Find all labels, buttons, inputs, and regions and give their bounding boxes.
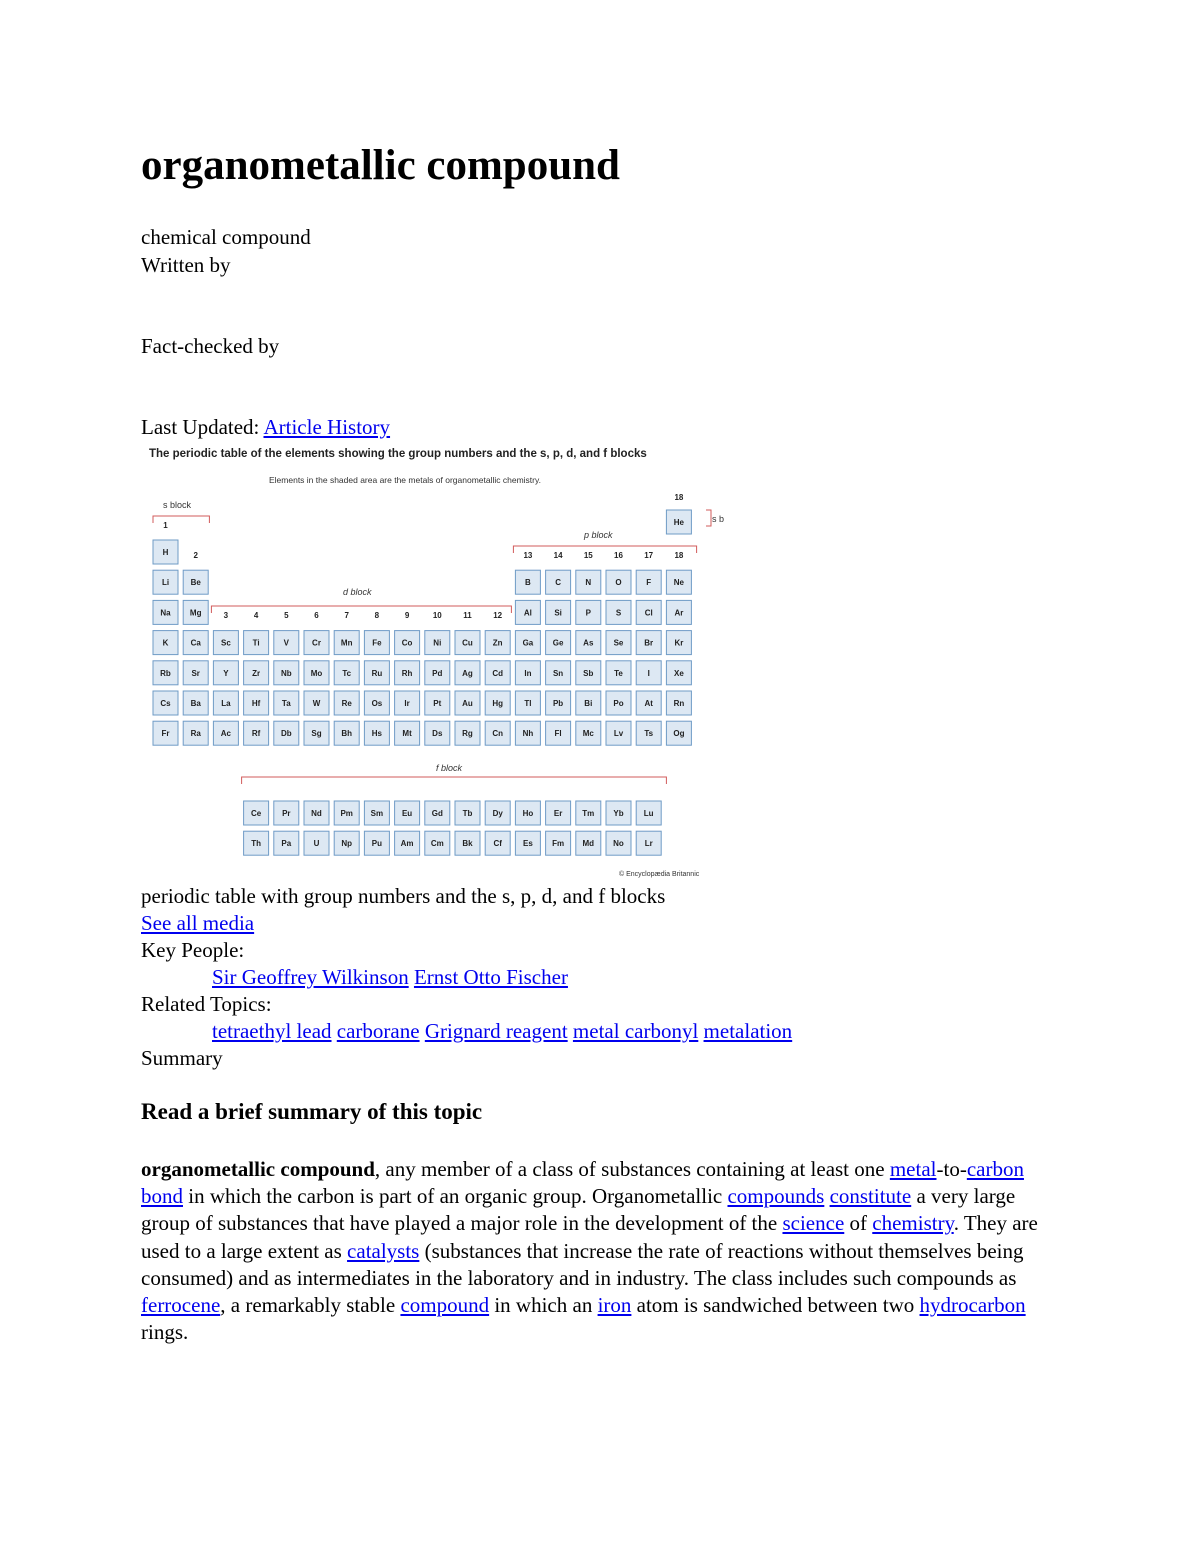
element-symbol: Sg — [311, 729, 322, 739]
element-symbol: Sb — [583, 668, 594, 678]
element-symbol: Cd — [492, 668, 504, 678]
group-number: 4 — [253, 611, 259, 620]
element-symbol: Ni — [433, 638, 442, 648]
element-symbol: Fe — [372, 638, 382, 648]
element-symbol: Po — [613, 699, 624, 708]
element-symbol: U — [313, 839, 320, 849]
element-symbol: Rh — [401, 668, 413, 678]
element-symbol: Tb — [462, 809, 473, 818]
element-symbol: Lv — [613, 729, 624, 739]
link-metal[interactable]: metal — [889, 1157, 937, 1181]
element-symbol: Lu — [643, 809, 654, 818]
related-topic-link[interactable]: metal carbonyl — [572, 1019, 699, 1043]
element-symbol: Sm — [370, 809, 384, 818]
he-side-label: s b — [712, 514, 725, 524]
element-symbol: Nd — [311, 809, 322, 818]
figure-caption: periodic table with group numbers and the s, p, d, and f blocks — [141, 884, 666, 908]
element-symbol: Bk — [462, 839, 473, 849]
text-run: -to- — [936, 1157, 967, 1181]
element-symbol: Pb — [552, 699, 564, 708]
element-symbol: O — [615, 578, 622, 588]
element-symbol: W — [312, 699, 321, 708]
element-symbol: Sc — [221, 638, 231, 648]
element-symbol: Nb — [280, 668, 292, 678]
element-symbol: Ac — [220, 729, 232, 739]
group-number: 13 — [523, 551, 533, 560]
link-chemistry[interactable]: chemistry — [872, 1211, 954, 1236]
element-symbol: K — [162, 638, 169, 648]
element-symbol: F — [646, 578, 652, 588]
element-symbol: Te — [614, 668, 623, 678]
group-number: 11 — [463, 611, 472, 620]
element-symbol: Ra — [190, 729, 201, 739]
element-symbol: Se — [613, 638, 624, 648]
element-symbol: Hf — [251, 699, 261, 708]
related-topic-link[interactable]: metalation — [703, 1019, 793, 1043]
element-symbol: He — [673, 518, 685, 527]
element-symbol: S — [615, 608, 622, 618]
link-ferrocene[interactable]: ferrocene — [141, 1293, 221, 1318]
element-symbol: Es — [523, 839, 533, 849]
term-bold: organometallic compound — [141, 1157, 375, 1181]
element-symbol: Fm — [552, 839, 565, 849]
group-number: 8 — [374, 611, 380, 620]
link-carbon[interactable]: carbon — [966, 1157, 1024, 1181]
element-symbol: Cn — [492, 729, 504, 739]
related-topic-link[interactable]: tetraethyl lead — [212, 1019, 332, 1043]
link-compound[interactable]: compound — [400, 1293, 490, 1318]
element-symbol: Mt — [402, 729, 412, 739]
group-number: 15 — [583, 551, 593, 560]
element-symbol: Cs — [160, 699, 171, 708]
element-symbol: Hs — [371, 729, 383, 739]
f-block-label: f block — [436, 763, 463, 773]
element-symbol: Gd — [431, 809, 443, 818]
element-symbol: Hg — [492, 699, 504, 708]
figure-note: Elements in the shaded area are the metals of organometallic chemistry. — [269, 475, 541, 485]
periodic-table-figure — [141, 440, 741, 880]
element-symbol: Tm — [582, 809, 595, 818]
element-symbol: As — [583, 638, 594, 648]
element-symbol: Ca — [190, 638, 201, 648]
element-symbol: Tc — [342, 668, 352, 678]
element-symbol: Ba — [190, 699, 201, 708]
text-run: . They are used to a large extent as — [141, 1211, 1038, 1263]
element-symbol: Mn — [340, 638, 353, 648]
key-person-link[interactable]: Sir Geoffrey Wilkinson — [212, 965, 409, 989]
element-symbol: Br — [644, 638, 654, 648]
element-symbol: Nh — [522, 729, 534, 739]
element-symbol: P — [585, 608, 591, 618]
group-number: 7 — [344, 611, 349, 620]
see-all-media-link[interactable]: See all media — [141, 911, 255, 935]
element-symbol: Rn — [673, 699, 685, 708]
element-symbol: Ts — [644, 729, 654, 739]
last-updated-line — [141, 415, 390, 440]
element-symbol: H — [162, 548, 169, 557]
link-iron[interactable]: iron — [597, 1293, 632, 1318]
article-history-link[interactable]: Article History — [263, 415, 391, 439]
group-number: 1 — [163, 521, 168, 530]
element-symbol: Ir — [404, 699, 410, 708]
element-symbol: Ar — [674, 608, 684, 618]
element-symbol: Dy — [492, 809, 503, 818]
element-symbol: Rb — [160, 668, 171, 678]
link-constitute[interactable]: constitute — [829, 1184, 912, 1209]
element-symbol: Zr — [252, 668, 261, 678]
element-symbol: Pu — [371, 839, 383, 849]
element-symbol: Ce — [250, 809, 262, 818]
element-symbol: Cm — [430, 839, 444, 849]
element-symbol: Ga — [522, 638, 534, 648]
element-symbol: Rg — [462, 729, 473, 739]
element-symbol: La — [221, 699, 231, 708]
group-number: 3 — [223, 611, 229, 620]
element-symbol: Mc — [582, 729, 594, 739]
element-symbol: Cf — [493, 839, 502, 849]
element-symbol: Ta — [281, 699, 291, 708]
element-symbol: B — [525, 578, 531, 588]
element-symbol: Ne — [673, 578, 685, 588]
element-symbol: Cu — [462, 638, 473, 648]
group-number: 5 — [284, 611, 289, 620]
p-block-label: p block — [584, 530, 613, 540]
element-symbol: Db — [280, 729, 292, 739]
element-symbol: Co — [401, 638, 413, 648]
element-symbol: Pt — [433, 699, 442, 708]
figure-credit: © Encyclopædia Britannic — [619, 871, 700, 878]
block-bracket — [706, 510, 711, 526]
group-number: 10 — [432, 611, 442, 620]
element-symbol: Au — [462, 699, 473, 708]
element-symbol: C — [555, 578, 561, 588]
text-run: , any member of a class of substances containing at least one — [374, 1157, 890, 1181]
element-symbol: Sr — [191, 668, 200, 678]
element-symbol: At — [644, 699, 653, 708]
element-symbol: Re — [341, 699, 352, 708]
group-number: 9 — [404, 611, 410, 620]
element-symbol: No — [613, 839, 624, 849]
element-symbol: Pm — [340, 809, 353, 818]
related-topics-list — [212, 1019, 792, 1044]
subtitle: chemical compound — [141, 225, 311, 249]
summary-label: Summary — [141, 1046, 223, 1070]
element-symbol: V — [283, 638, 289, 648]
key-people-label: Key People: — [141, 938, 245, 962]
element-symbol: In — [524, 668, 532, 678]
element-symbol: Am — [400, 839, 414, 849]
block-bracket — [242, 777, 667, 784]
element-symbol: Bh — [341, 729, 353, 739]
article-paragraph — [141, 1156, 1061, 1346]
group-number: 6 — [314, 611, 319, 620]
element-symbol: Xe — [674, 668, 684, 678]
element-symbol: Zn — [492, 638, 503, 648]
related-topics-label: Related Topics: — [141, 992, 272, 1016]
element-symbol: Li — [161, 578, 170, 588]
element-symbol: Ds — [432, 729, 443, 739]
element-symbol: Fr — [161, 729, 170, 739]
element-symbol: Ti — [252, 638, 260, 648]
element-symbol: Og — [673, 729, 685, 739]
block-bracket — [153, 516, 209, 523]
group-number: 14 — [553, 551, 563, 560]
last-updated-label: Last Updated: — [141, 415, 264, 439]
element-symbol: Rf — [251, 729, 261, 739]
d-block-label: d block — [343, 587, 372, 597]
group-number: 2 — [193, 551, 198, 560]
element-symbol: Y — [223, 668, 229, 678]
element-symbol: Cl — [644, 608, 653, 618]
element-symbol: Th — [251, 839, 261, 849]
block-bracket — [513, 546, 696, 553]
text-run: , a remarkably stable — [220, 1293, 401, 1318]
text-run: rings. — [141, 1320, 189, 1345]
fact-checked-label: Fact-checked by — [141, 334, 280, 358]
element-symbol: Ag — [462, 668, 473, 678]
s-block-label: s block — [163, 500, 192, 510]
link-bond[interactable]: bond — [141, 1184, 183, 1209]
group-number: 16 — [614, 551, 623, 560]
group-number: 12 — [493, 611, 503, 620]
key-person-link[interactable]: Ernst Otto Fischer — [413, 965, 568, 989]
element-symbol: Ru — [371, 668, 383, 678]
element-symbol: Al — [523, 608, 532, 618]
group-number: 18 — [674, 493, 684, 502]
element-symbol: Kr — [674, 638, 684, 648]
element-symbol: Pd — [432, 668, 443, 678]
element-symbol: Cr — [312, 638, 321, 648]
element-symbol: Eu — [401, 809, 413, 818]
link-compounds[interactable]: compounds — [727, 1184, 825, 1209]
link-science[interactable]: science — [782, 1211, 845, 1236]
text-run: of — [844, 1211, 873, 1236]
element-symbol: Yb — [613, 809, 624, 818]
element-symbol: Er — [553, 809, 563, 818]
element-symbol: Mo — [310, 668, 323, 678]
text-run: (substances that increase the rate of reactions without themselves being consumed) and as intermediates in the laboratory and in industry. The class includes such compounds as — [141, 1238, 1024, 1290]
element-symbol: Md — [582, 839, 595, 849]
element-symbol: Os — [371, 699, 383, 708]
text-run: in which the carbon is part of an organic group. Organometallic — [183, 1184, 728, 1209]
related-topic-link[interactable]: carborane — [336, 1019, 420, 1043]
text-run: in which an — [489, 1293, 598, 1318]
link-catalysts[interactable]: catalysts — [347, 1238, 420, 1263]
table-cells — [153, 493, 711, 855]
link-hydrocarbon[interactable]: hydrocarbon — [919, 1293, 1026, 1318]
element-symbol: Mg — [189, 608, 202, 618]
element-symbol: Pa — [281, 839, 292, 849]
text-run: a very large group of substances that have played a major role in the development of the — [141, 1184, 1016, 1236]
key-people-list — [212, 965, 568, 990]
figure-heading: The periodic table of the elements showing the group numbers and the s, p, d, and f blocks — [149, 448, 647, 460]
related-topic-link[interactable]: Grignard reagent — [424, 1019, 568, 1043]
element-symbol: Ge — [552, 638, 564, 648]
element-symbol: Fl — [554, 729, 562, 739]
element-symbol: Be — [190, 578, 201, 588]
element-symbol: I — [647, 668, 650, 678]
text-run: atom is sandwiched between two — [631, 1293, 920, 1318]
element-symbol: Bi — [584, 699, 593, 708]
see-all-media-line — [141, 911, 254, 936]
element-symbol: Ho — [522, 809, 534, 818]
element-symbol: Na — [160, 608, 171, 618]
element-symbol: Tl — [524, 699, 532, 708]
element-symbol: Np — [341, 839, 353, 849]
group-number: 17 — [644, 551, 654, 560]
element-symbol: Lr — [644, 839, 653, 849]
element-symbol: Pr — [282, 809, 291, 818]
page-title: organometallic compound — [141, 142, 620, 189]
group-number: 18 — [674, 551, 684, 560]
summary-heading: Read a brief summary of this topic — [141, 1099, 483, 1124]
element-symbol: N — [585, 578, 592, 588]
element-symbol: Sn — [552, 668, 564, 678]
written-by-label: Written by — [141, 253, 231, 277]
element-symbol: Si — [554, 608, 562, 618]
